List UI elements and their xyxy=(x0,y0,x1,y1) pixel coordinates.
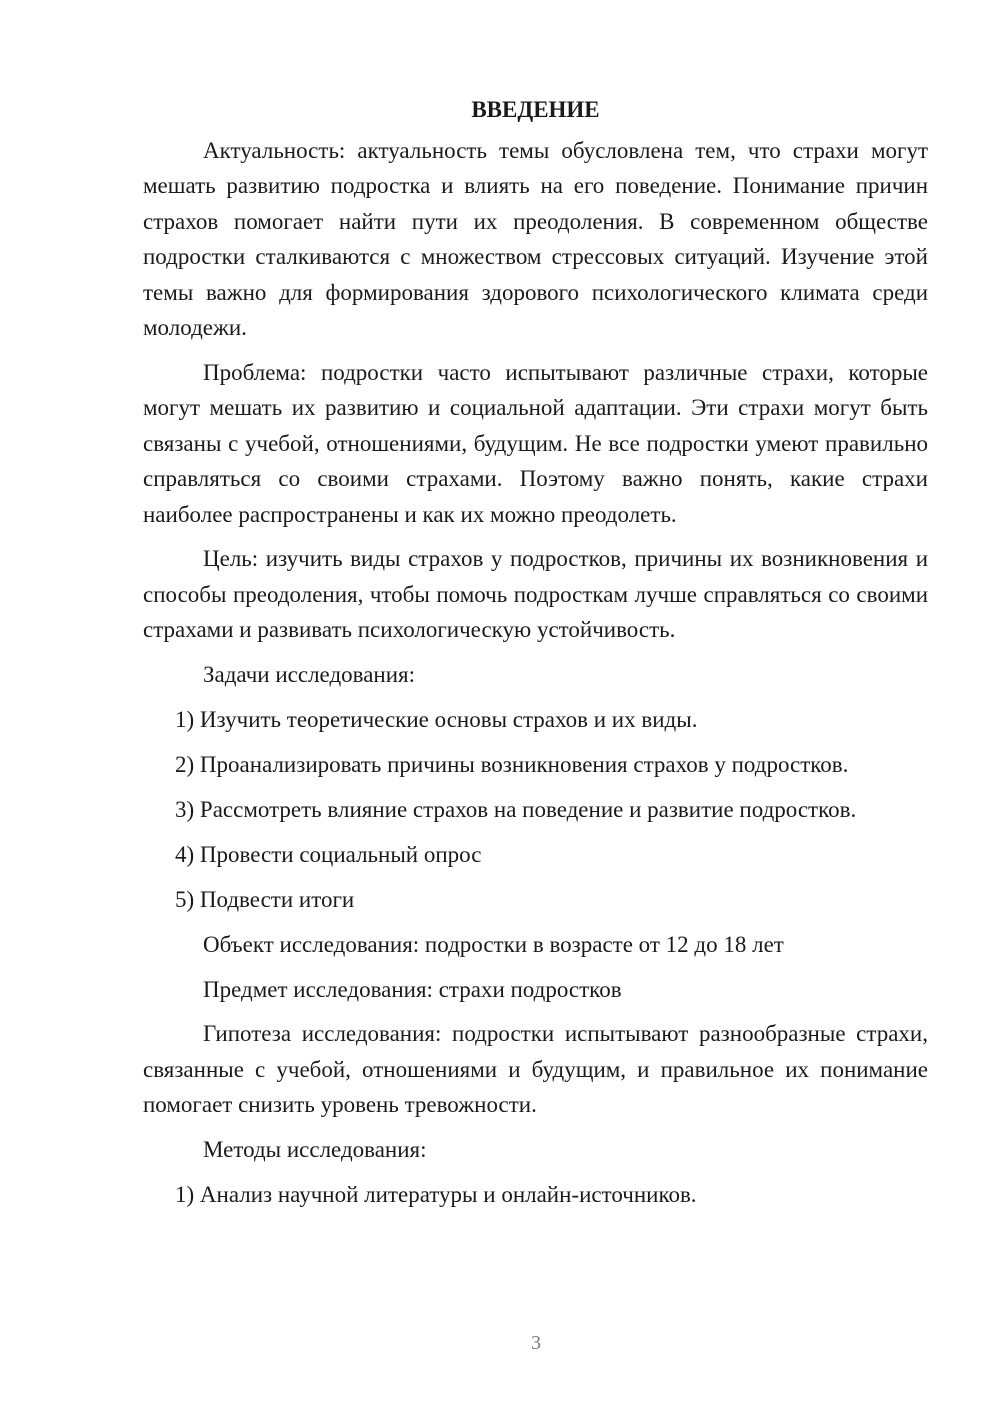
page-number: 3 xyxy=(531,1332,541,1354)
hypothesis-paragraph: Гипотеза исследования: подростки испытывают разнообразные страхи, связанные с учебой, отношениями и будущим, и правильное их понимание помогает снизить уровень тревожности. xyxy=(143,1021,928,1118)
document-title: ВВЕДЕНИЕ xyxy=(471,97,600,122)
methods-heading: Методы исследования: xyxy=(203,1137,427,1163)
relevance-paragraph: Актуальность: актуальность темы обусловлена тем, что страхи могут мешать развитию подростка и влиять на его поведение. Понимание причин страхов помогает найти пути их преодоления. В современном обществе подростки сталкиваются с множеством стрессовых ситуаций. Изучение этой темы важно для формирования здорового психологического климата среди молодежи. xyxy=(143,138,928,341)
task-item: 5) Подвести итоги xyxy=(175,886,355,912)
document-page xyxy=(143,92,928,1222)
problem-paragraph: Проблема: подростки часто испытывают различные страхи, которые могут мешать их развитию и социальной адаптации. Эти страхи могут быть связаны с учебой, отношениями, будущим. Не все подростки умеют правильно справляться со своими страхами. Поэтому важно понять, какие страхи наиболее распространены и как их можно преодолеть. xyxy=(143,359,928,527)
goal-paragraph: Цель: изучить виды страхов у подростков, причины их возникновения и способы преодоления, чтобы помочь подросткам лучше справляться со своими страхами и развивать психологическую устойчивость. xyxy=(143,546,928,643)
tasks-heading: Задачи исследования: xyxy=(203,662,416,688)
task-item: 1) Изучить теоретические основы страхов и их виды. xyxy=(175,707,698,733)
method-item: 1) Анализ научной литературы и онлайн-источников. xyxy=(175,1182,697,1208)
task-item: 4) Провести социальный опрос xyxy=(175,841,482,867)
object-line: Объект исследования: подростки в возрасте от 12 до 18 лет xyxy=(203,931,784,957)
task-item: 3) Рассмотреть влияние страхов на поведение и развитие подростков. xyxy=(175,796,857,822)
subject-line: Предмет исследования: страхи подростков xyxy=(203,976,622,1002)
task-item: 2) Проанализировать причины возникновения страхов у подростков. xyxy=(175,752,849,777)
